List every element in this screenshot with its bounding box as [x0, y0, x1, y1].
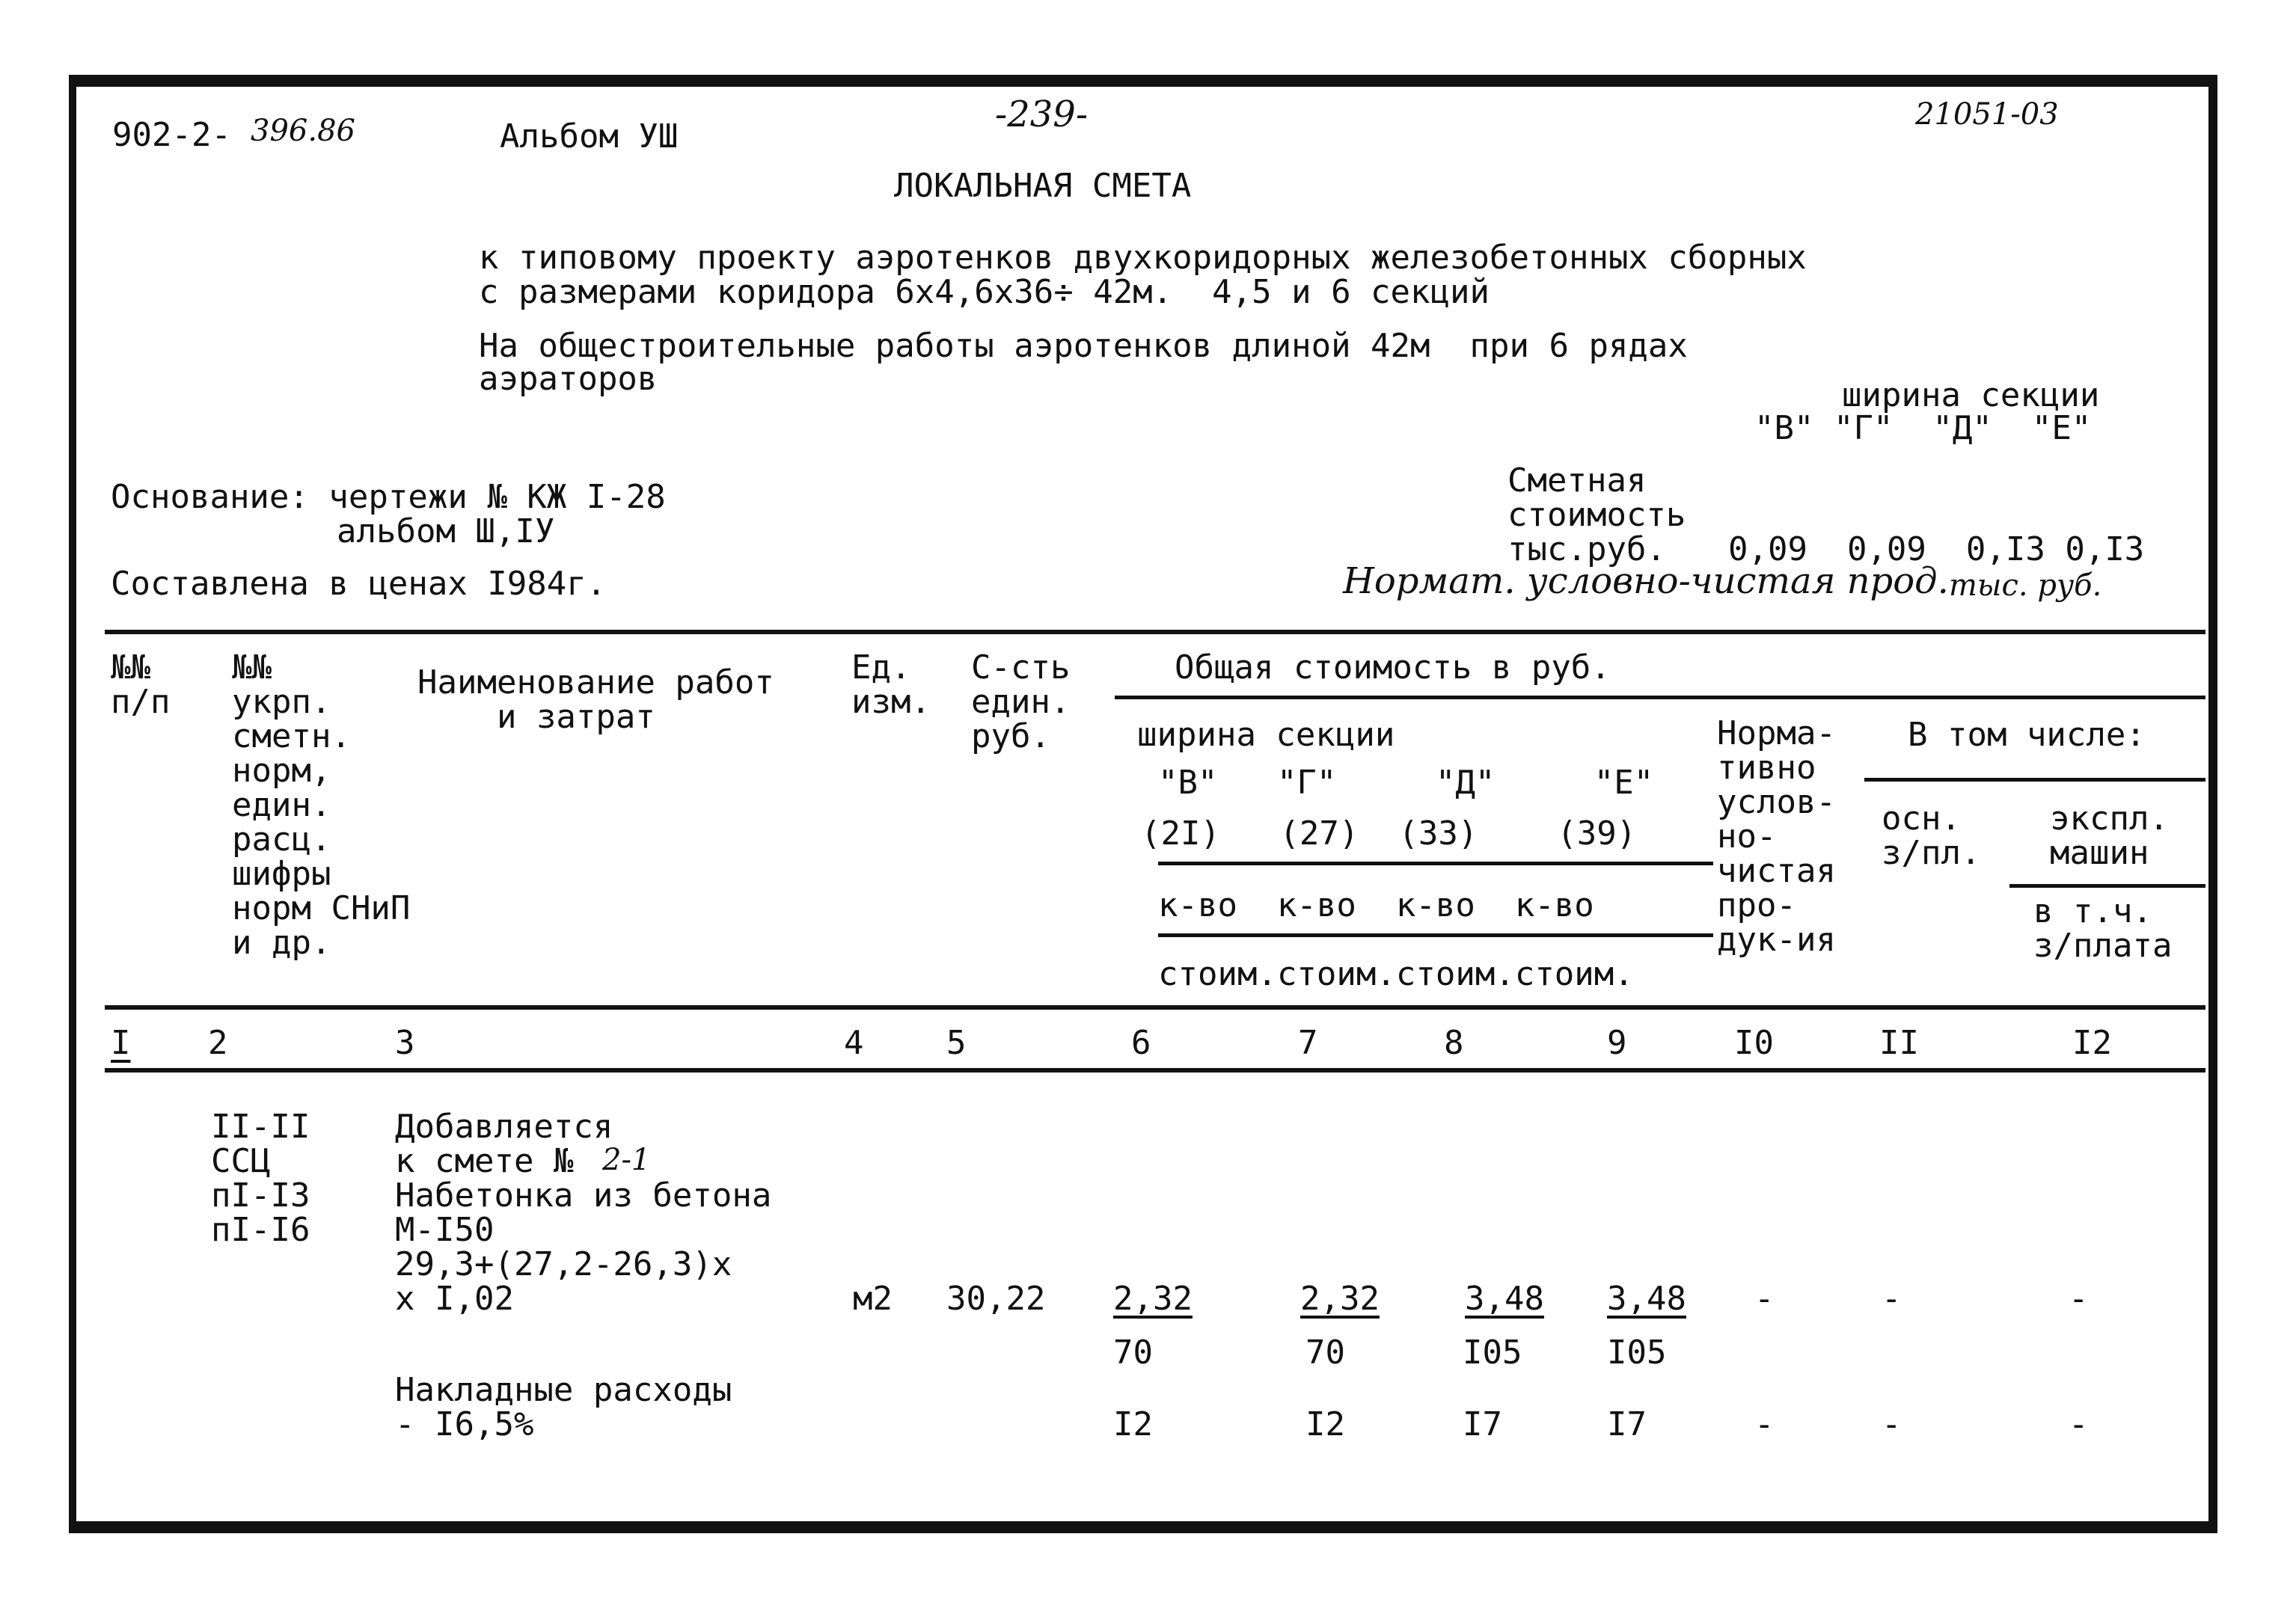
row-dash-col12: - — [2069, 1280, 2089, 1318]
summary-handwritten-unit: тыс. руб. — [1949, 568, 2102, 603]
row-cost-b: 70 — [1113, 1334, 1153, 1372]
description-line-2: с размерами коридора 6х4,6х36÷ 42м. 4,5 и 6 секций — [479, 273, 1490, 311]
column-number-10: I0 — [1734, 1024, 1774, 1062]
row-name-line-3: Набетонка из бетона — [395, 1176, 772, 1215]
column-number-7: 7 — [1298, 1024, 1318, 1062]
description-line-1: к типовому проекту аэротенков двухкоридорных железобетонных сборных — [479, 239, 1807, 277]
overhead-dash-col11: - — [1882, 1405, 1902, 1443]
project-code-handwritten: 396.86 — [251, 114, 355, 148]
column-number-9: 9 — [1607, 1024, 1627, 1062]
row-dash-col10: - — [1754, 1280, 1775, 1318]
overhead-d: I7 — [1463, 1405, 1502, 1443]
row-name-line-4: М-I50 — [395, 1211, 495, 1249]
row-qty-g: 2,32 — [1300, 1280, 1380, 1318]
header-rule-total-cost — [1115, 696, 2205, 699]
header-col-machines: экспл. машин — [2050, 800, 2169, 872]
row-cost-g: 70 — [1305, 1334, 1345, 1372]
project-code: 902-2- — [112, 116, 231, 154]
header-rule-qty — [1158, 933, 1713, 937]
column-number-8: 8 — [1444, 1024, 1464, 1062]
summary-cost-label-1: Сметная — [1507, 461, 1647, 500]
row-name-line-1: Добавляется — [395, 1108, 613, 1146]
row-name-line-5: 29,3+(27,2-26,3)х — [395, 1245, 732, 1283]
description-line-4: аэраторов — [479, 360, 658, 398]
header-col-number: №№ п/п — [111, 648, 171, 721]
row-qty-d: 3,48 — [1465, 1280, 1544, 1318]
header-cost-labels: стоим.стоим.стоим.стоим. — [1158, 955, 1634, 993]
description-line-3: На общестроительные работы аэротенков длиной 42м при 6 рядах — [479, 327, 1688, 365]
summary-section-letters: "В" "Г" "Д" "Е" — [1754, 409, 2092, 447]
column-number-12: I2 — [2072, 1024, 2112, 1062]
row-cost-d: I05 — [1463, 1334, 1522, 1372]
column-number-3: 3 — [395, 1024, 415, 1062]
row-unit-cost: 30,22 — [946, 1280, 1046, 1318]
column-number-1: I — [111, 1024, 131, 1062]
page-number: -239- — [995, 93, 1089, 135]
row-name-line-2: к смете № — [395, 1142, 593, 1180]
header-rule-sections — [1158, 862, 1713, 865]
column-number-4: 4 — [844, 1024, 864, 1062]
header-col-normative: Норма- тивно услов- но- чистая про- дук-ия — [1717, 714, 1836, 959]
header-col-machines-salary: в т.ч. з/плата — [2033, 892, 2173, 965]
table-top-rule — [105, 630, 2205, 634]
row-unit: м2 — [853, 1280, 893, 1318]
table-header-rule — [105, 1005, 2205, 1010]
basis-line-2: альбом Ш,IУ — [337, 512, 555, 550]
summary-cost-values: 0,09 0,09 0,I3 0,I3 — [1728, 530, 2145, 568]
prices-line: Составлена в ценах I984г. — [111, 565, 607, 603]
header-total-cost: Общая стоимость в руб. — [1175, 648, 1611, 687]
column-number-2: 2 — [208, 1024, 228, 1062]
header-section-numbers: (2I) (27) (33) (39) — [1141, 814, 1637, 853]
overhead-b: I2 — [1113, 1405, 1153, 1443]
row-name-handwritten-ref: 2-1 — [602, 1143, 651, 1177]
summary-section-width: ширина секции — [1842, 376, 2100, 414]
row-codes: II-II ССЦ пI-I3 пI-I6 — [211, 1108, 310, 1249]
summary-cost-label-2: стоимость — [1507, 496, 1686, 534]
column-number-11: II — [1879, 1024, 1919, 1062]
overhead-line-1: Накладные расходы — [395, 1371, 732, 1409]
document-title: ЛОКАЛЬНАЯ СМЕТА — [894, 167, 1192, 205]
column-numbers-rule — [105, 1068, 2205, 1073]
summary-handwritten-note: Нормат. условно-чистая прод. — [1343, 560, 1949, 602]
overhead-dash-col12: - — [2069, 1405, 2089, 1443]
album-label: Альбом УШ — [500, 117, 679, 156]
row-name-line-6: х I,02 — [395, 1280, 514, 1318]
header-col-base-salary: осн. з/пл. — [1882, 800, 1981, 872]
header-col-codes: №№ укрп. сметн. норм, един. расц. шифры норм СНиП и др. — [232, 648, 411, 962]
header-rule-machines — [2009, 884, 2205, 888]
header-section-width: ширина секции — [1137, 716, 1395, 754]
row-cost-e: I05 — [1607, 1334, 1667, 1372]
basis-line-1: Основание: чертежи № КЖ I-28 — [111, 478, 666, 516]
column-number-5: 5 — [946, 1024, 967, 1062]
overhead-dash-col10: - — [1754, 1405, 1775, 1443]
row-qty-e: 3,48 — [1607, 1280, 1686, 1318]
header-qty-labels: к-во к-во к-во к-во — [1158, 886, 1594, 924]
header-rule-including — [1864, 778, 2205, 782]
summary-cost-label-3: тыс.руб. — [1507, 530, 1666, 568]
doc-number: 21051-03 — [1915, 97, 2059, 132]
header-col-unit-cost: С-сть един. руб. — [971, 648, 1071, 755]
column-number-6: 6 — [1131, 1024, 1151, 1062]
overhead-e: I7 — [1607, 1405, 1647, 1443]
header-col-name: Наименование работ и затрат — [417, 663, 774, 736]
row-qty-b: 2,32 — [1113, 1280, 1193, 1318]
header-col-unit: Ед. изм. — [851, 648, 931, 721]
row-dash-col11: - — [1882, 1280, 1902, 1318]
header-including: В том числе: — [1908, 716, 2146, 754]
overhead-g: I2 — [1305, 1405, 1345, 1443]
header-section-letters: "В" "Г" "Д" "Е" — [1158, 764, 1654, 802]
overhead-line-2: - I6,5% — [395, 1405, 534, 1443]
